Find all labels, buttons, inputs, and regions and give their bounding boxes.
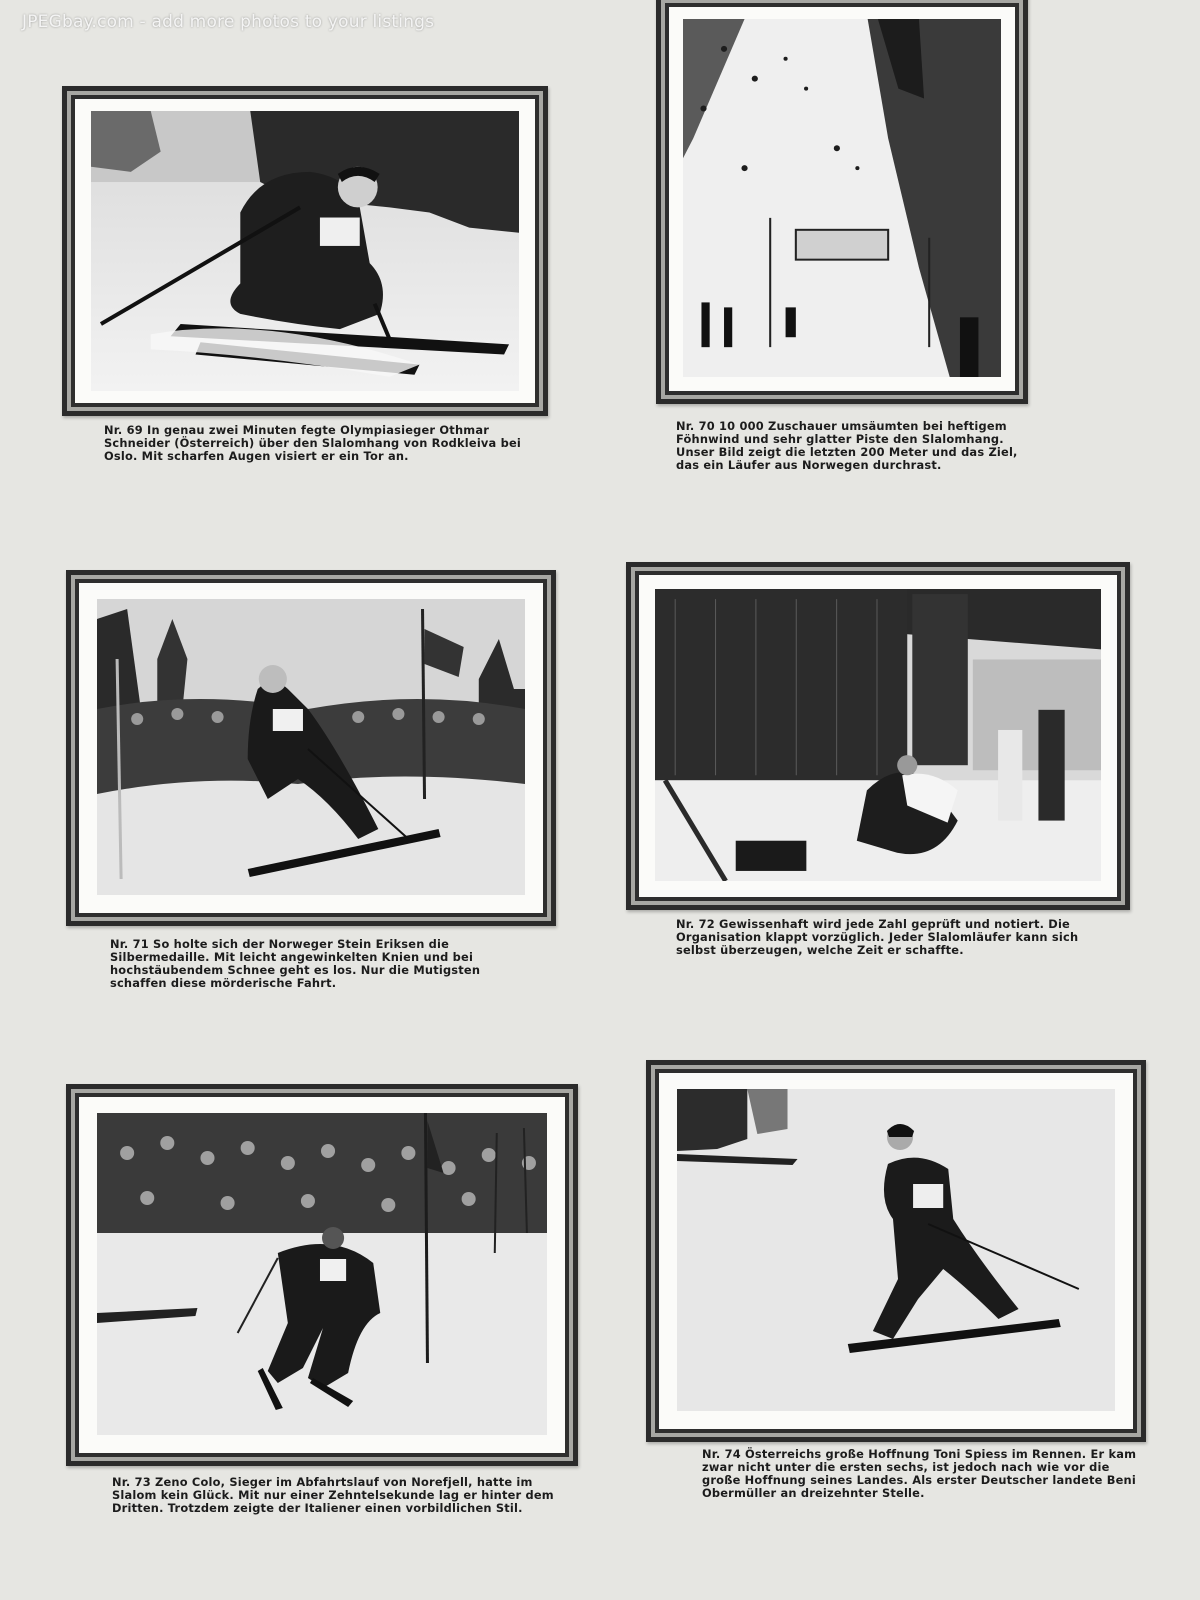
caption-74: Nr. 74 Österreichs große Hoffnung Toni Spiess im Rennen. Er kam zwar nicht unter die ersten sechs, ist jedoch nach wie vor die große Hoffnung seines Landes. Als erster Deutscher landete Beni Obermüller an dreizehnter Stelle.: [702, 1447, 1137, 1500]
photo-scoreboard: [655, 589, 1101, 881]
photo-slalom-slope-finish: [683, 19, 1001, 377]
photo-card-71: [66, 570, 556, 926]
photo-skier-leaning-into-turn: [91, 111, 519, 391]
photo-card-69: [62, 86, 548, 416]
photo-card-74: [646, 1060, 1146, 1442]
caption-70: Nr. 70 10 000 Zuschauer umsäumten bei heftigem Föhnwind und sehr glatter Piste den Slalomhang. Unser Bild zeigt die letzten 200 Meter und das Ziel, das ein Läufer aus Norwegen durchrast.: [676, 419, 1018, 472]
photo-card-72: [626, 562, 1130, 910]
caption-71: Nr. 71 So holte sich der Norweger Stein Eriksen die Silbermedaille. Mit leicht angewinkelten Knien und bei hochstäubendem Schnee geht es los. Nur die Mutigsten schaffen diese mörderische Fahrt.: [110, 937, 481, 990]
photo-card-70: [656, 0, 1028, 404]
photo-skier-crowd-flag: [97, 599, 525, 895]
caption-73: Nr. 73 Zeno Colo, Sieger im Abfahrtslauf von Norefjell, hatte im Slalom kein Glück. Mit nur einer Zehntelsekunde lag er hinter dem Dritten. Trotzdem zeigte der Italiener einen vorbildlichen Stil.: [112, 1475, 554, 1515]
caption-72: Nr. 72 Gewissenhaft wird jede Zahl geprüft und notiert. Die Organisation klappt vorzüglich. Jeder Slalomläufer kann sich selbst überzeugen, welche Zeit er schaffte.: [676, 917, 1079, 957]
photo-card-73: [66, 1084, 578, 1466]
watermark-text: JPEGbay.com - add more photos to your listings: [22, 12, 435, 32]
photo-skier-leaning-right: [677, 1089, 1115, 1411]
caption-69: Nr. 69 In genau zwei Minuten fegte Olympiasieger Othmar Schneider (Österreich) über den Slalomhang von Rodkleiva bei Oslo. Mit scharfen Augen visiert er ein Tor an.: [104, 423, 521, 463]
photo-skier-number-17: [97, 1113, 547, 1435]
